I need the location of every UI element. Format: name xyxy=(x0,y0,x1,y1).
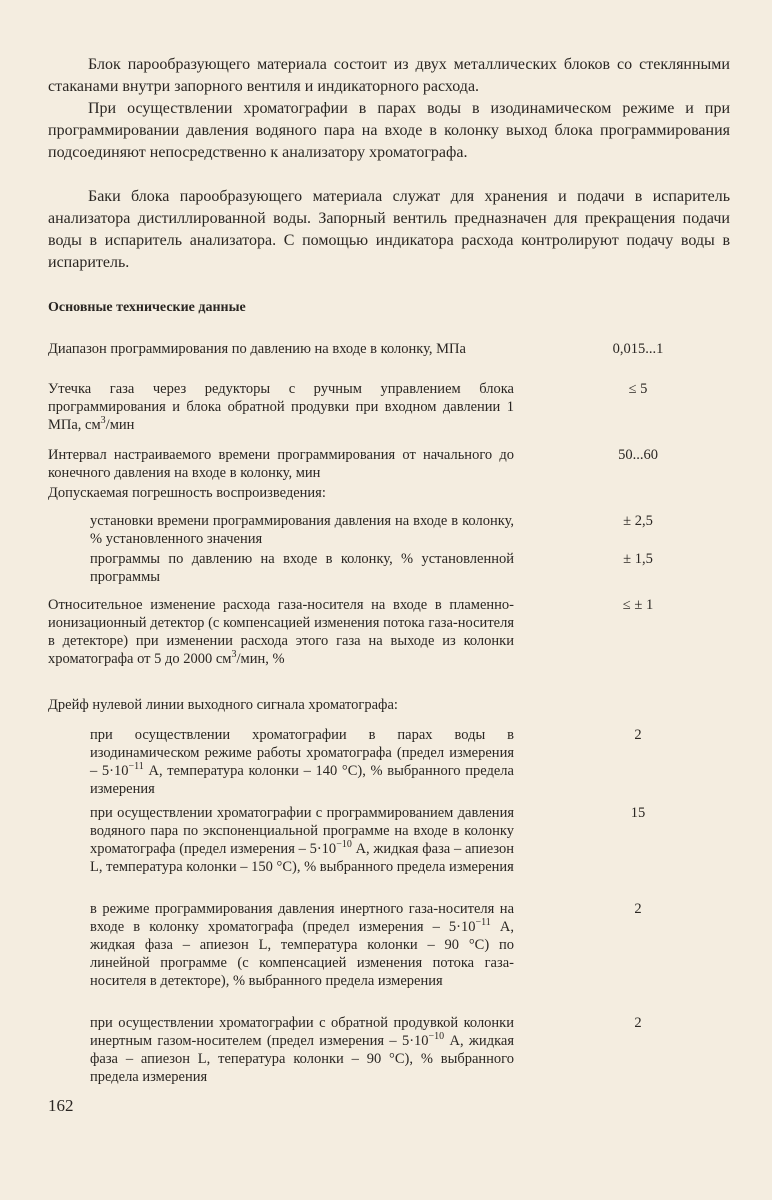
spec-value: 15 xyxy=(630,805,646,821)
spec-value: ± 1,5 xyxy=(623,551,653,567)
spec-value: 2 xyxy=(634,1015,642,1031)
spec-value: 2 xyxy=(634,727,642,743)
intro-paragraph-3: Баки блока парообразующего материала служат для хранения и подачи в испаритель анализатора дистиллированной воды. Запорный вентиль предназначен для прекращения подачи воды в испаритель анализатора. С помощью индикатора расхода контролируют подачу воды в испаритель. xyxy=(48,188,730,271)
spec-value: 2 xyxy=(634,901,642,917)
spec-label: при осуществлении хроматографии в парах воды в изодинамическом режиме работы хроматографа (предел измерения – $5\cdot 10^{-11}$ А, температура колонки – 140 °C), % выбранного предела измерения xyxy=(90,727,514,797)
spec-label: в режиме программирования давления инертного газа-носителя на входе в колонку хроматографа (предел измерения – $5\cdot 10^{-11}$ А, жидкая фаза – апиезон L, температура колонки – 90 °C) по линейной программе (с компенсацией изменения потока газа-носителя в детекторе), % выбранного предела измерения xyxy=(90,901,514,989)
spec-value: ± 2,5 xyxy=(623,513,653,529)
spec-label: Диапазон программирования по давлению на входе в колонку, МПа xyxy=(48,341,466,357)
spec-label: Интервал настраиваемого времени программирования от начального до конечного давления на входе в колонку, мин xyxy=(48,447,514,481)
intro-paragraph-2: При осуществлении хроматографии в парах воды в изодинамическом режиме и при программировании давления водяного пара на входе в колонку выход блока программирования подсоединяют непосредственно к анализатору хроматографа. xyxy=(48,100,730,161)
spec-label: Относительное изменение расхода газа-носителя на входе в пламенно-ионизационный детектор (с компенсацией изменения потока газа-носителя в детекторе) при изменении расхода этого газа на выходе из колонки хроматографа от 5 до 2000 $см^3$/мин, % xyxy=(48,597,514,667)
page-number: 162 xyxy=(48,1096,74,1115)
spec-value: ≤ ± 1 xyxy=(622,597,654,613)
spec-label: при осуществлении хроматографии с программированием давления водяного пара по экспоненциальной программе на входе в колонку хроматографа (предел измерения – $5\cdot 10^{-10}$ А, жидкая фаза – апиезон L, температура колонки – 150 °C), % выбранного предела измерения xyxy=(90,805,514,875)
spec-value: ≤ 5 xyxy=(628,381,648,397)
spec-label: Утечка газа через редукторы с ручным управлением блока программирования и блока обратной продувки при входном давлении 1 МПа, $см^3$/мин xyxy=(48,381,514,433)
spec-label: при осуществлении хроматографии с обратной продувкой колонки инертным газом-носителем (предел измерения – $5\cdot 10^{-10}$ А, жидкая фаза – апиезон L, тепература колонки – 90 °C), % выбранного предела измерения xyxy=(90,1015,515,1085)
drift-title: Дрейф нулевой линии выходного сигнала хроматографа: xyxy=(48,697,398,713)
spec-label: программы по давлению на входе в колонку, % установленной программы xyxy=(90,551,514,585)
spec-label: установки времени программирования давления на входе в колонку, % установленного значения xyxy=(90,513,514,547)
section-heading: Основные технические данные xyxy=(48,300,246,315)
error-title: Допускаемая погрешность воспроизведения: xyxy=(48,485,326,501)
intro-paragraph-1: Блок парообразующего материала состоит из двух металлических блоков со стеклянными стаканами внутри запорного вентиля и индикаторного расхода. xyxy=(48,56,730,95)
spec-value: 0,015...1 xyxy=(612,341,664,357)
spec-value: 50...60 xyxy=(618,447,658,463)
